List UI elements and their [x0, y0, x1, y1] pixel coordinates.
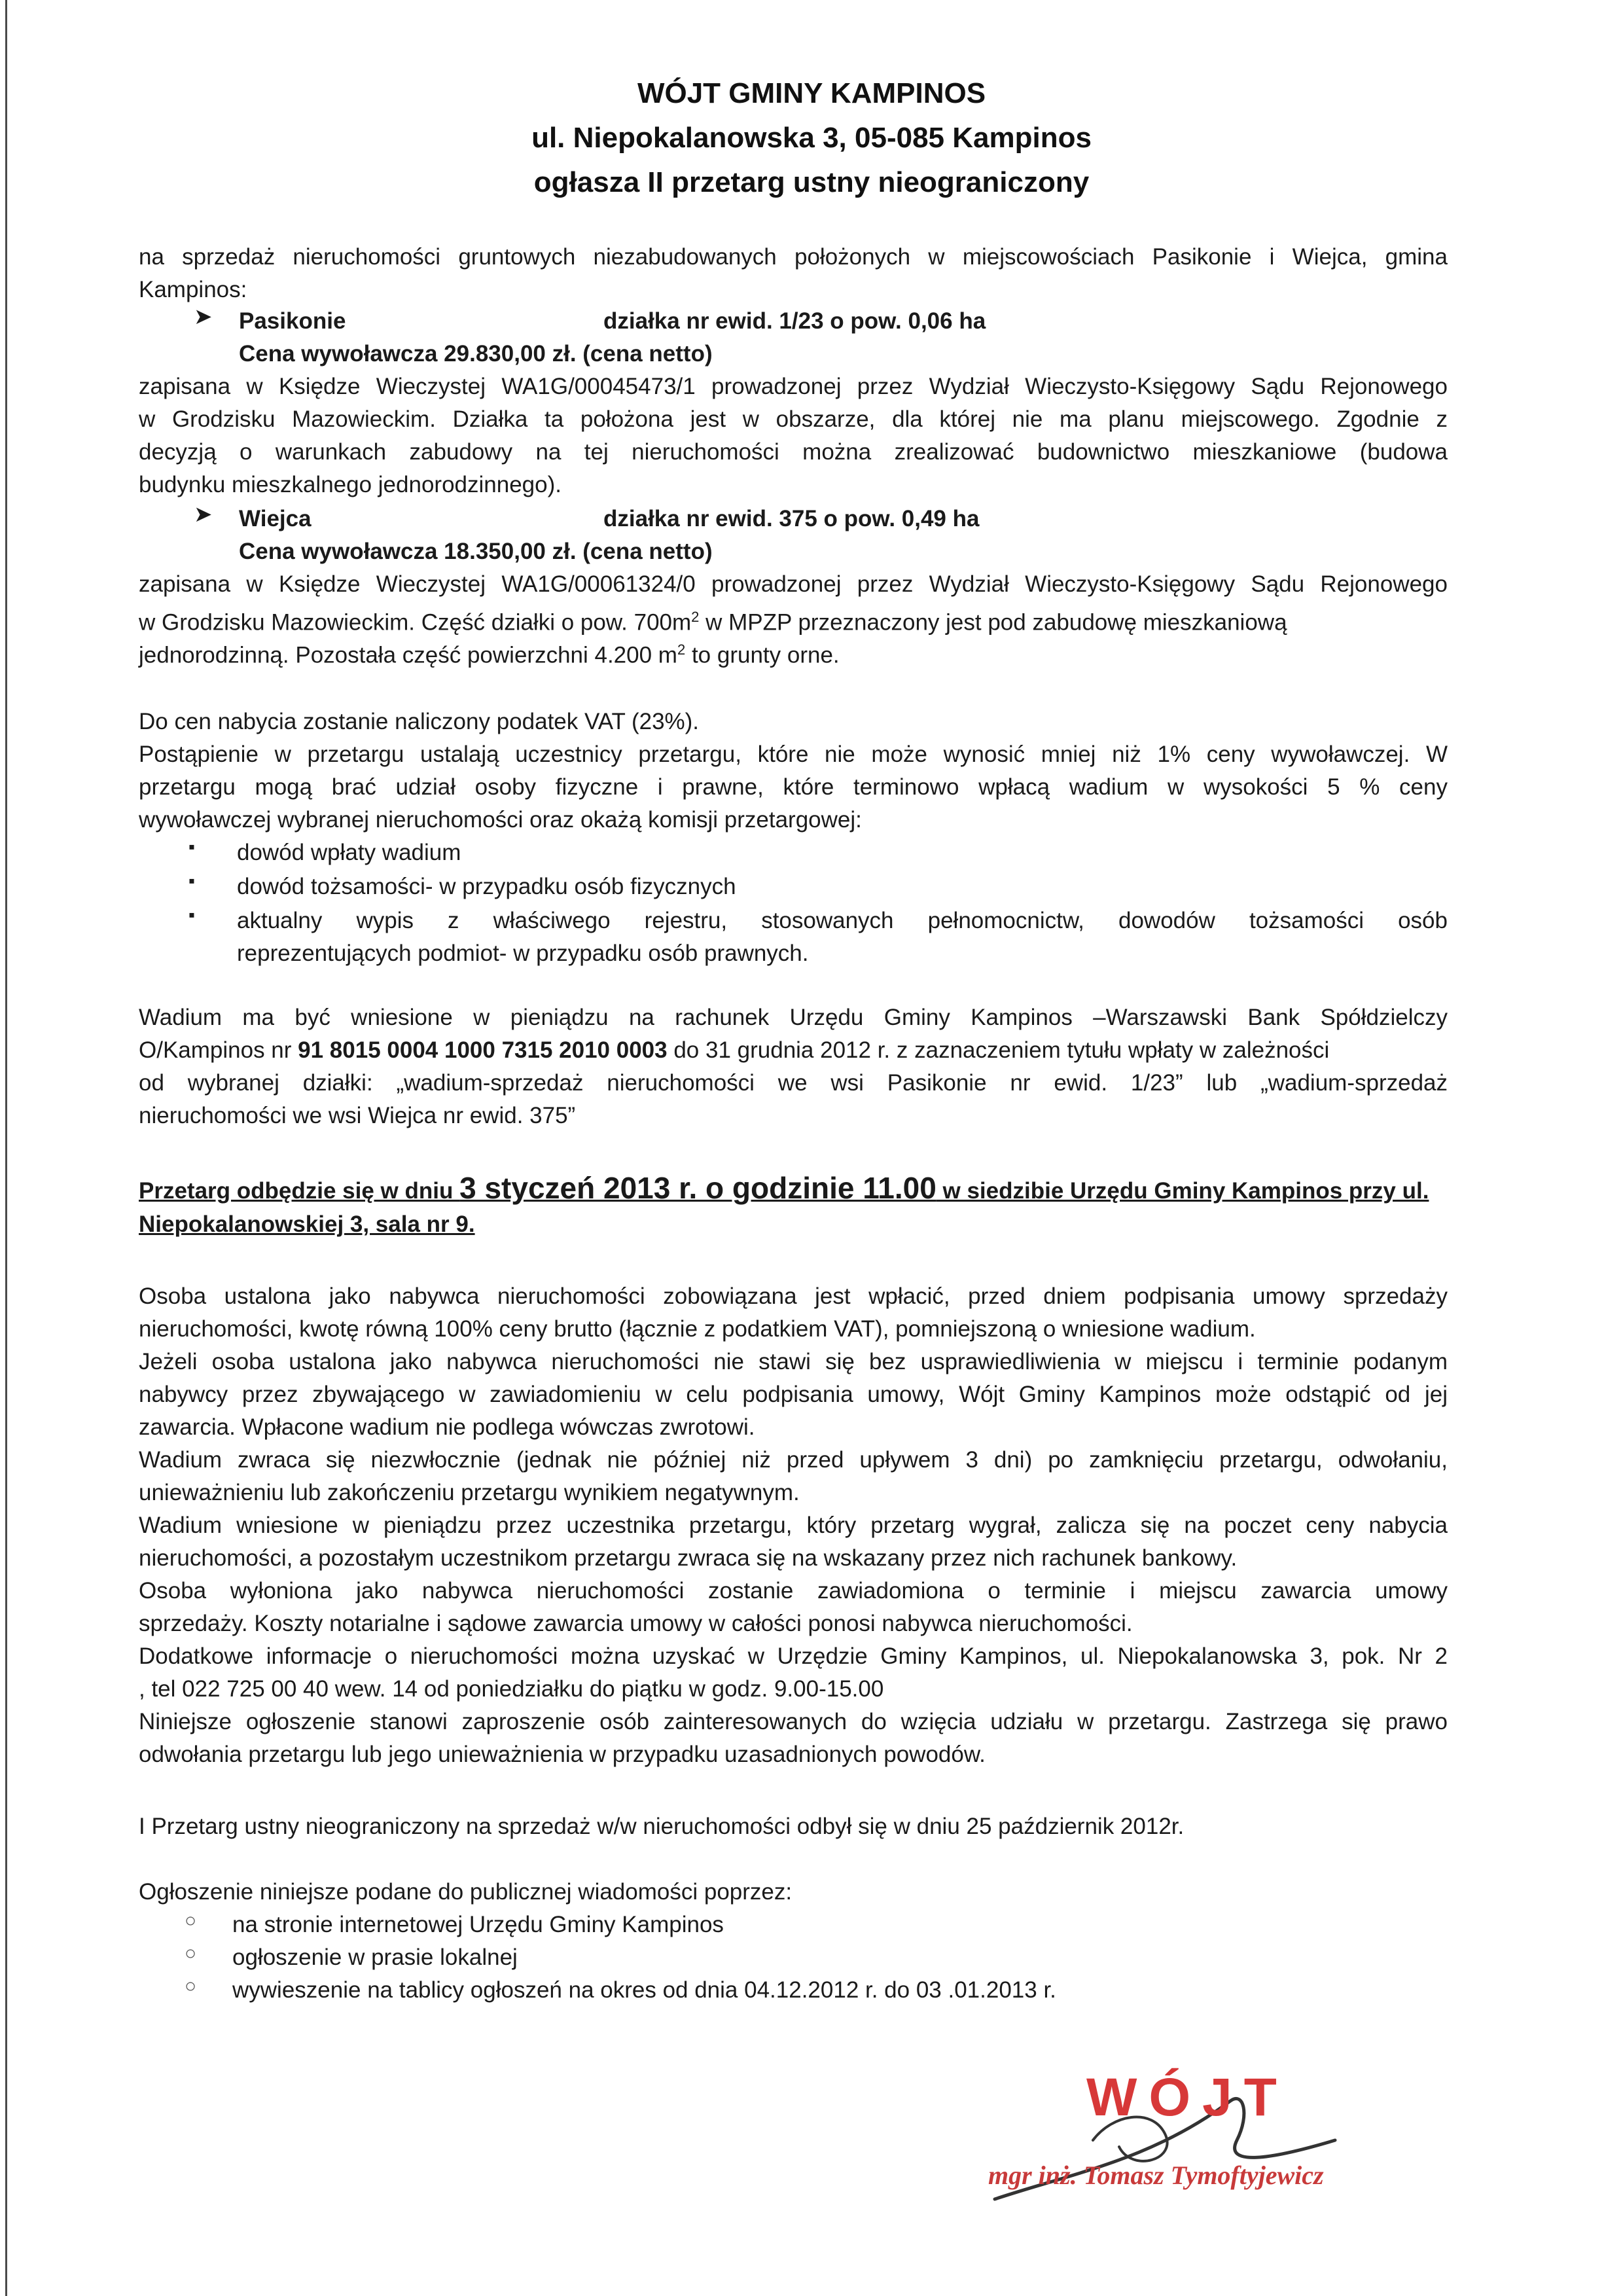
stamp-name: mgr inż. Tomasz Tymoftyjewicz	[988, 2161, 1324, 2190]
list-item: wywieszenie na tablicy ogłoszeń na okres od dnia 04.12.2012 r. do 03 .01.2013 r.	[232, 1977, 1056, 2003]
terms-line: odwołania przetargu lub jego unieważnienia w przypadku uzasadnionych powodów.	[139, 1742, 986, 1767]
page-title: WÓJT GMINY KAMPINOS	[637, 77, 986, 109]
property-plot: działka nr ewid. 375 o pow. 0,49 ha	[603, 506, 980, 531]
auction-location: Niepokalanowskiej 3, sala nr 9.	[139, 1211, 475, 1237]
terms-line: Wadium zwraca się niezwłocznie (jednak nie później niż przed upływem 3 dni) po zamknięciu przetargu, odwołaniu,	[139, 1447, 1448, 1473]
square-bullet-icon: ▪	[188, 905, 195, 925]
list-item: ogłoszenie w prasie lokalnej	[232, 1945, 518, 1970]
bank-account-number: 91 8015 0004 1000 7315 2010 0003	[298, 1037, 668, 1063]
property-name: Pasikonie	[239, 308, 346, 334]
terms-line: nieruchomości, a pozostałym uczestnikom przetargu zwraca się na wskazany przez nich rachunek bankowy.	[139, 1545, 1238, 1571]
square-bullet-icon: ▪	[188, 870, 195, 891]
bidding-line: przetargu mogą brać udział osoby fizyczne i prawne, które terminowo wpłacą wadium w wysokości 5 % ceny	[139, 774, 1448, 800]
terms-line: Osoba ustalona jako nabywca nieruchomości zobowiązana jest wpłacić, przed dniem podpisania umowy sprzedaży	[139, 1283, 1448, 1309]
announcement-heading: ogłasza II przetarg ustny nieograniczony	[533, 166, 1090, 198]
list-item: dowód tożsamości- w przypadku osób fizycznych	[237, 874, 736, 899]
list-item: dowód wpłaty wadium	[237, 840, 461, 865]
property-desc-line: jednorodzinną. Pozostała część powierzchni 4.200 $m^2$ to grunty orne.	[139, 641, 840, 668]
property-plot: działka nr ewid. 1/23 o pow. 0,06 ha	[603, 308, 986, 334]
arrow-bullet-icon: ➤	[194, 304, 213, 329]
bidding-line: Postąpienie w przetargu ustalają uczestnicy przetargu, które nie może wynosić mniej niż 1% ceny wywoławczej. W	[139, 742, 1448, 767]
circle-bullet-icon: ○	[185, 1975, 197, 1997]
terms-line: Dodatkowe informacje o nieruchomości można uzyskać w Urzędzie Gminy Kampinos, ul. Niepokalanowska 3, pok. Nr 2	[139, 1643, 1448, 1669]
bidding-line: wywoławczej wybranej nieruchomości oraz okażą komisji przetargowej:	[139, 807, 862, 833]
property-desc-line: budynku mieszkalnego jednorodzinnego).	[139, 472, 562, 497]
deposit-line: nieruchomości we wsi Wiejca nr ewid. 375”	[139, 1103, 576, 1128]
terms-line: nieruchomości, kwotę równą 100% ceny brutto (łącznie z podatkiem VAT), pomniejszoną o wniesione wadium.	[139, 1316, 1256, 1342]
terms-line: zawarcia. Wpłacone wadium nie podlega wówczas zwrotowi.	[139, 1414, 755, 1440]
terms-line: nabywcy przez zbywającego w zawiadomieniu w celu podpisania umowy, Wójt Gminy Kampinos może odstąpić od jej	[139, 1382, 1448, 1407]
list-item: aktualny wypis z właściwego rejestru, stosowanych pełnomocnictw, dowodów tożsamości osób	[237, 908, 1448, 933]
square-bullet-icon: ▪	[188, 836, 195, 857]
property-desc-line: zapisana w Księdze Wieczystej WA1G/00045473/1 prowadzonej przez Wydział Wieczysto-Księgowy Sądu Rejonowego	[139, 374, 1448, 399]
stamp-title: WÓJT	[1086, 2068, 1289, 2127]
deposit-line: O/Kampinos nr 91 8015 0004 1000 7315 2010 0003 do 31 grudnia 2012 r. z zaznaczeniem tytułu wpłaty w zależności	[139, 1037, 1330, 1063]
property-name: Wiejca	[239, 506, 312, 531]
property-desc-line: zapisana w Księdze Wieczystej WA1G/00061324/0 prowadzonej przez Wydział Wieczysto-Księgowy Sądu Rejonowego	[139, 571, 1448, 597]
property-price: Cena wywoławcza 18.350,00 zł. (cena netto)	[239, 539, 713, 564]
first-auction-note: I Przetarg ustny nieograniczony na sprzedaż w/w nieruchomości odbył się w dniu 25 październik 2012r.	[139, 1814, 1185, 1839]
deposit-line: od wybranej działki: „wadium-sprzedaż nieruchomości we wsi Pasikonie nr ewid. 1/23” lub „wadium-sprzedaż	[139, 1070, 1448, 1096]
list-item: reprezentujących podmiot- w przypadku osób prawnych.	[237, 941, 809, 966]
terms-line: Osoba wyłoniona jako nabywca nieruchomości zostanie zawiadomiona o terminie i miejscu zawarcia umowy	[139, 1578, 1448, 1604]
property-desc-line: w Grodzisku Mazowieckim. Działka ta położona jest w obszarze, dla której nie ma planu miejscowego. Zgodnie z	[139, 406, 1448, 432]
publication-intro: Ogłoszenie niniejsze podane do publicznej wiadomości poprzez:	[139, 1879, 793, 1905]
terms-line: unieważnieniu lub zakończeniu przetargu wynikiem negatywnym.	[139, 1480, 800, 1505]
intro-line: na sprzedaż nieruchomości gruntowych niezabudowanych położonych w miejscowościach Pasikonie i Wiejca, gmina	[139, 244, 1448, 270]
circle-bullet-icon: ○	[185, 1943, 197, 1964]
terms-line: sprzedaży. Koszty notarialne i sądowe zawarcia umowy w całości ponosi nabywca nieruchomości.	[139, 1611, 1133, 1636]
terms-line: Wadium wniesione w pieniądzu przez uczestnika przetargu, który przetarg wygrał, zalicza się na poczet ceny nabycia	[139, 1513, 1448, 1538]
terms-line: , tel 022 725 00 40 wew. 14 od poniedziałku do piątku w godz. 9.00-15.00	[139, 1676, 884, 1702]
terms-line: Jeżeli osoba ustalona jako nabywca nieruchomości nie stawi się bez usprawiedliwienia w miejscu i terminie podanym	[139, 1349, 1448, 1374]
intro-line: Kampinos:	[139, 277, 247, 302]
arrow-bullet-icon: ➤	[194, 502, 213, 527]
deposit-line: Wadium ma być wniesione w pieniądzu na rachunek Urzędu Gminy Kampinos –Warszawski Bank Spółdzielczy	[139, 1005, 1448, 1030]
terms-line: Niniejsze ogłoszenie stanowi zaproszenie osób zainteresowanych do wzięcia udziału w przetargu. Zastrzega się prawo	[139, 1709, 1448, 1734]
circle-bullet-icon: ○	[185, 1910, 197, 1931]
scan-edge	[5, 0, 7, 2296]
auction-date: 3 styczeń 2013 r. o godzinie 11.00	[459, 1171, 936, 1205]
list-item: na stronie internetowej Urzędu Gminy Kampinos	[232, 1912, 724, 1937]
office-address: ul. Niepokalanowska 3, 05-085 Kampinos	[531, 122, 1092, 154]
auction-date-line: Przetarg odbędzie się w dniu 3 styczeń 2013 r. o godzinie 11.00 w siedzibie Urzędu Gminy Kampinos przy ul.	[139, 1171, 1429, 1205]
property-desc-line: decyzją o warunkach zabudowy na tej nieruchomości można zrealizować budownictwo mieszkaniowe (budowa	[139, 439, 1448, 465]
vat-note: Do cen nabycia zostanie naliczony podatek VAT (23%).	[139, 709, 700, 734]
property-price: Cena wywoławcza 29.830,00 zł. (cena netto)	[239, 341, 713, 367]
property-desc-line: w Grodzisku Mazowieckim. Część działki o pow. $700m^2$ w MPZP przeznaczony jest pod zabudowę mieszkaniową	[139, 609, 1287, 636]
